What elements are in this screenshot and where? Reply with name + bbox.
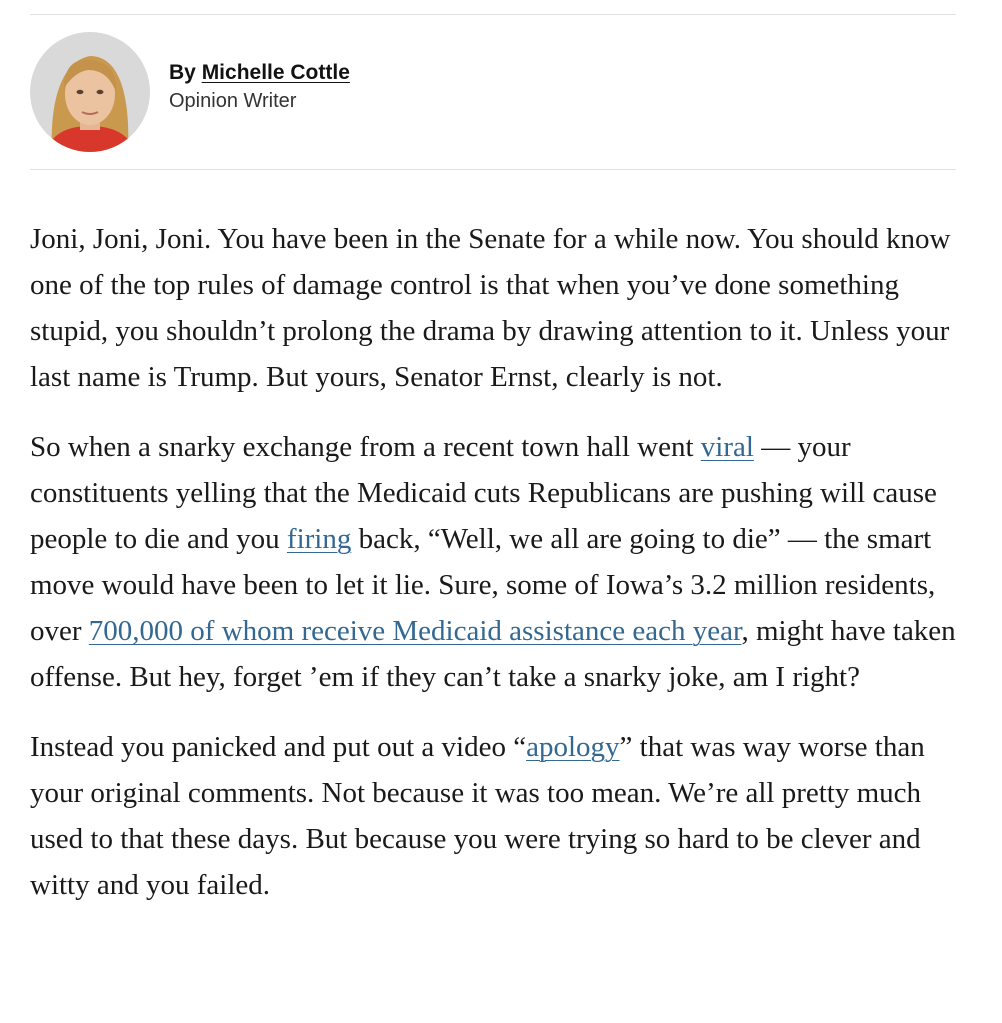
paragraph-text: back, “Well, we all are going to die” — the smart move would have been to let it lie. Sure, some of Iowa’s 3.2 million residents, over — [30, 523, 936, 647]
link-medicaid-recipients[interactable]: 700,000 of whom receive Medicaid assistance each year — [88, 615, 742, 647]
byline — [30, 32, 350, 152]
byline-divider — [30, 169, 956, 170]
author-photo — [30, 32, 150, 152]
author-avatar[interactable] — [30, 32, 150, 152]
byline-text — [169, 59, 350, 115]
byline-author-line — [169, 59, 350, 87]
author-role: Opinion Writer — [169, 90, 297, 112]
author-link[interactable]: Michelle Cottle — [201, 61, 350, 84]
paragraph-text: — your constituents yelling that the Medicaid cuts Republicans are pushing will cause people to die and you — [30, 431, 937, 555]
link-viral[interactable]: viral — [700, 431, 754, 463]
paragraph-text: , might have taken offense. But hey, forget ’em if they can’t take a snarky joke, am I right? — [30, 615, 956, 693]
paragraph-text: Instead you panicked and put out a video “ — [30, 731, 527, 763]
article-body — [30, 216, 970, 932]
paragraph-1: Joni, Joni, Joni. You have been in the Senate for a while now. You should know one of the top rules of damage control is that when you’ve done something stupid, you shouldn’t prolong the drama by drawing attention to it. Unless your last name is Trump. But yours, Senator Ernst, clearly is not. — [30, 223, 951, 393]
link-apology[interactable]: apology — [526, 731, 620, 763]
paragraph-text: ” that was way worse than your original comments. Not because it was too mean. We’re all pretty much used to that these days. But because you were trying so hard to be clever and witty and you failed. — [30, 731, 925, 901]
paragraph-2 — [30, 424, 970, 700]
paragraph-3 — [30, 724, 970, 908]
top-divider — [30, 14, 956, 15]
link-firing[interactable]: firing — [286, 523, 352, 555]
paragraph-text: So when a snarky exchange from a recent town hall went — [30, 431, 701, 463]
byline-prefix: By — [169, 61, 202, 84]
